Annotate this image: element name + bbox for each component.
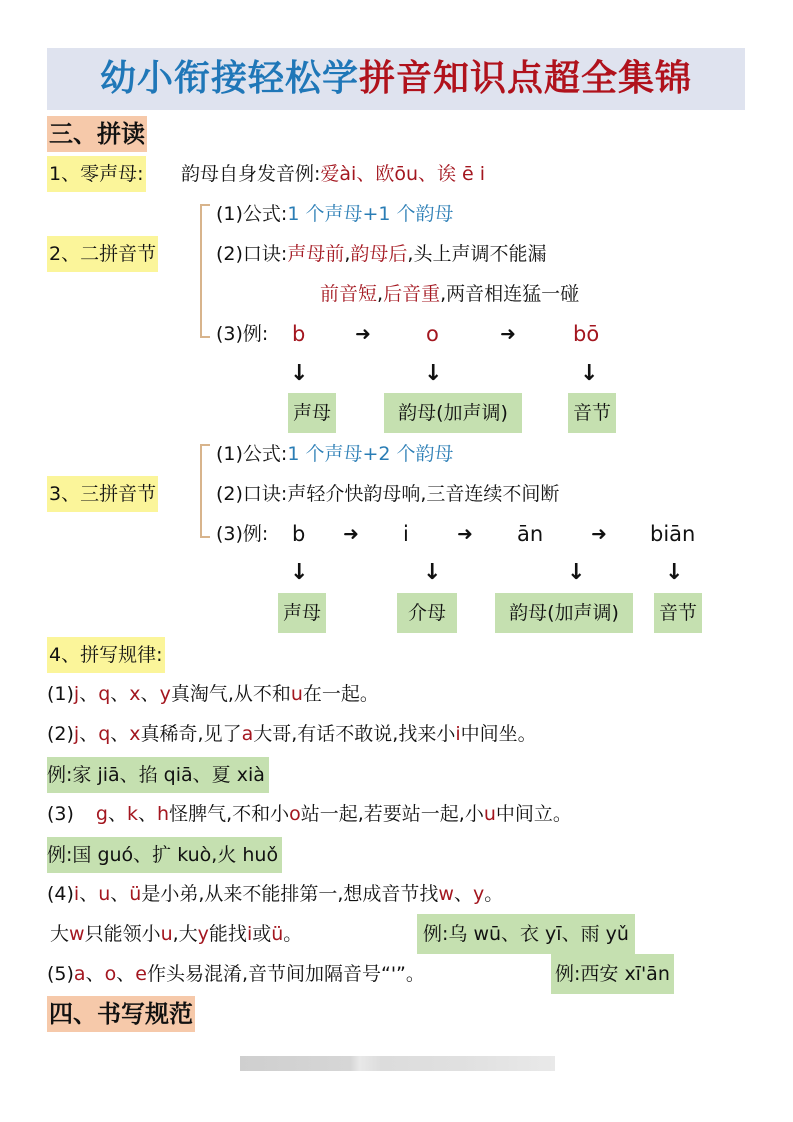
rule-number: (4) — [47, 883, 74, 905]
separator: 、 — [110, 883, 130, 905]
label-final-with-tone: 韵母(加声调) — [495, 593, 633, 633]
pinyin-letter: ü — [129, 883, 142, 905]
pinyin-letter: g — [95, 803, 108, 825]
rule-text: 中间立。 — [495, 803, 572, 825]
rule-text: 怪脾气,不和小 — [169, 803, 290, 825]
rule-text: 大 — [50, 923, 70, 945]
example-initial: b — [292, 522, 306, 546]
item-2-example-label: (3)例: — [216, 323, 269, 345]
title-blue-part: 幼小衔接轻松学 — [99, 58, 359, 99]
pinyin-letter: o — [104, 963, 117, 985]
title-red-part: 拼音知识点超全集锦 — [359, 58, 693, 99]
separator: 、 — [138, 803, 158, 825]
formula-value: 1 个声母+1 个韵母 — [287, 203, 454, 225]
label-final-with-tone: 韵母(加声调) — [384, 393, 522, 433]
rule-5-example: 例:西安 xī'ān — [551, 954, 674, 994]
item-1-examples: 爱ài、欧ōu、诶 ē i — [320, 163, 486, 185]
item-3-formula — [216, 439, 454, 469]
separator: 、 — [107, 803, 127, 825]
right-arrow-icon: ➜ — [591, 523, 607, 545]
rule-text: 中间坐。 — [460, 723, 537, 745]
down-arrow-icon: ↓ — [665, 560, 684, 585]
rule-text: 。 — [484, 883, 504, 905]
rule-5 — [47, 959, 425, 989]
rule-2-example: 例:家 jiā、掐 qiā、夏 xià — [47, 757, 269, 793]
formula-label: (1)公式: — [216, 443, 288, 465]
pinyin-letter: j — [73, 723, 80, 745]
rhyme-red-text: 前音短 — [320, 283, 378, 305]
pinyin-letter: i — [246, 923, 253, 945]
right-arrow-icon: ➜ — [500, 323, 516, 345]
item-2-label: 2、二拼音节 — [47, 236, 158, 272]
label-initial: 声母 — [278, 593, 326, 633]
rule-text: 站一起,若要站一起,小 — [300, 803, 484, 825]
pinyin-letter: i — [73, 883, 80, 905]
pinyin-letter: a — [241, 723, 254, 745]
rhyme-red-text: 后音重 — [383, 283, 441, 305]
pinyin-letter: w — [438, 883, 454, 905]
rule-2 — [47, 719, 537, 749]
pinyin-letter: u — [160, 923, 173, 945]
rule-text: ,大 — [172, 923, 198, 945]
item-1-label: 1、零声母: — [47, 156, 146, 192]
separator: 、 — [79, 883, 99, 905]
pinyin-letter: w — [69, 923, 85, 945]
separator: 、 — [85, 963, 105, 985]
pinyin-letter: a — [73, 963, 86, 985]
label-syllable: 音节 — [654, 593, 702, 633]
pinyin-letter: e — [135, 963, 147, 985]
rule-text: 是小弟,从来不能排第一,想成音节找 — [141, 883, 439, 905]
label-syllable: 音节 — [568, 393, 616, 433]
down-arrow-icon: ↓ — [567, 560, 586, 585]
right-arrow-icon: ➜ — [457, 523, 473, 545]
example-syllable: biān — [650, 522, 696, 546]
rule-text: 只能领小 — [84, 923, 161, 945]
pinyin-letter: o — [289, 803, 301, 825]
down-arrow-icon: ↓ — [424, 361, 443, 386]
separator: 、 — [79, 683, 99, 705]
rhyme-text: 声轻介快韵母响,三音连续不间断 — [287, 483, 560, 505]
pinyin-letter: k — [127, 803, 139, 825]
rule-number: (3) — [47, 803, 74, 825]
right-arrow-icon: ➜ — [343, 523, 359, 545]
blurred-footer-bar — [240, 1056, 555, 1071]
example-final: o — [426, 322, 439, 346]
example-final: ān — [517, 522, 544, 546]
separator: 、 — [453, 883, 473, 905]
rhyme-label: (2)口诀: — [216, 483, 288, 505]
rule-text: 真淘气,从不和 — [170, 683, 291, 705]
item-2-bracket — [200, 204, 210, 338]
rule-3 — [47, 799, 572, 829]
rule-text: 真稀奇,见了 — [140, 723, 242, 745]
rule-4-example: 例:乌 wū、衣 yī、雨 yǔ — [417, 914, 635, 954]
rule-text: 。 — [283, 923, 303, 945]
rhyme-red-text: 声母前 — [287, 243, 345, 265]
item-1-text: 韵母自身发音例: — [181, 163, 321, 185]
pinyin-letter: y — [159, 683, 171, 705]
label-medial: 介母 — [397, 593, 457, 633]
formula-label: (1)公式: — [216, 203, 288, 225]
pinyin-letter: ü — [271, 923, 284, 945]
item-3-example-label: (3)例: — [216, 523, 269, 545]
pinyin-letter: h — [157, 803, 170, 825]
example-initial: b — [292, 322, 306, 346]
pinyin-letter: u — [290, 683, 303, 705]
item-2-formula — [216, 199, 454, 229]
section-3-heading: 三、拼读 — [47, 116, 147, 152]
rule-text: 能找 — [208, 923, 247, 945]
rule-text: 或 — [252, 923, 272, 945]
item-4-label: 4、拼写规律: — [47, 637, 165, 673]
rule-text: 大哥,有话不敢说,找来小 — [253, 723, 456, 745]
separator: 、 — [116, 963, 136, 985]
rule-text: 作头易混淆,音节间加隔音号“'”。 — [146, 963, 425, 985]
right-arrow-icon: ➜ — [355, 323, 371, 345]
pinyin-letter: y — [197, 923, 209, 945]
page-title — [47, 48, 745, 110]
pinyin-letter: q — [98, 683, 111, 705]
rhyme-label: (2)口诀: — [216, 243, 288, 265]
rule-1 — [47, 679, 379, 709]
item-2-rhyme-line2 — [320, 279, 579, 309]
rule-number: (2) — [47, 723, 74, 745]
pinyin-letter: y — [472, 883, 485, 905]
down-arrow-icon: ↓ — [580, 361, 599, 386]
rhyme-separator: , — [344, 243, 351, 265]
separator: 、 — [110, 723, 130, 745]
separator: 、 — [110, 683, 130, 705]
label-initial: 声母 — [288, 393, 336, 433]
down-arrow-icon: ↓ — [290, 361, 309, 386]
rule-number: (1) — [47, 683, 74, 705]
rule-number: (5) — [47, 963, 74, 985]
example-medial: i — [403, 522, 409, 546]
rule-3-example: 例:国 guó、扩 kuò,火 huǒ — [47, 837, 282, 873]
rule-text: 在一起。 — [302, 683, 379, 705]
pinyin-letter: j — [73, 683, 80, 705]
separator: 、 — [140, 683, 160, 705]
item-3-label: 3、三拼音节 — [47, 476, 158, 512]
down-arrow-icon: ↓ — [290, 560, 309, 585]
section-4-heading: 四、书写规范 — [47, 996, 195, 1032]
down-arrow-icon: ↓ — [423, 560, 442, 585]
rhyme-separator: , — [377, 283, 384, 305]
example-syllable: bō — [573, 322, 600, 346]
separator: 、 — [79, 723, 99, 745]
pinyin-letter: i — [455, 723, 461, 745]
rhyme-text: ,两音相连猛一碰 — [440, 283, 580, 305]
item-3-rhyme — [216, 479, 559, 509]
item-3-bracket — [200, 444, 210, 538]
rule-4 — [47, 879, 503, 909]
pinyin-letter: x — [129, 683, 141, 705]
pinyin-letter: x — [129, 723, 141, 745]
rhyme-text: ,头上声调不能漏 — [407, 243, 547, 265]
rule-4-continued — [50, 919, 302, 949]
rhyme-red-text: 韵母后 — [350, 243, 408, 265]
item-2-rhyme-line1 — [216, 239, 546, 269]
pinyin-letter: u — [483, 803, 496, 825]
item-1-content — [181, 159, 485, 189]
formula-value: 1 个声母+2 个韵母 — [287, 443, 454, 465]
pinyin-letter: q — [98, 723, 111, 745]
pinyin-letter: u — [98, 883, 111, 905]
